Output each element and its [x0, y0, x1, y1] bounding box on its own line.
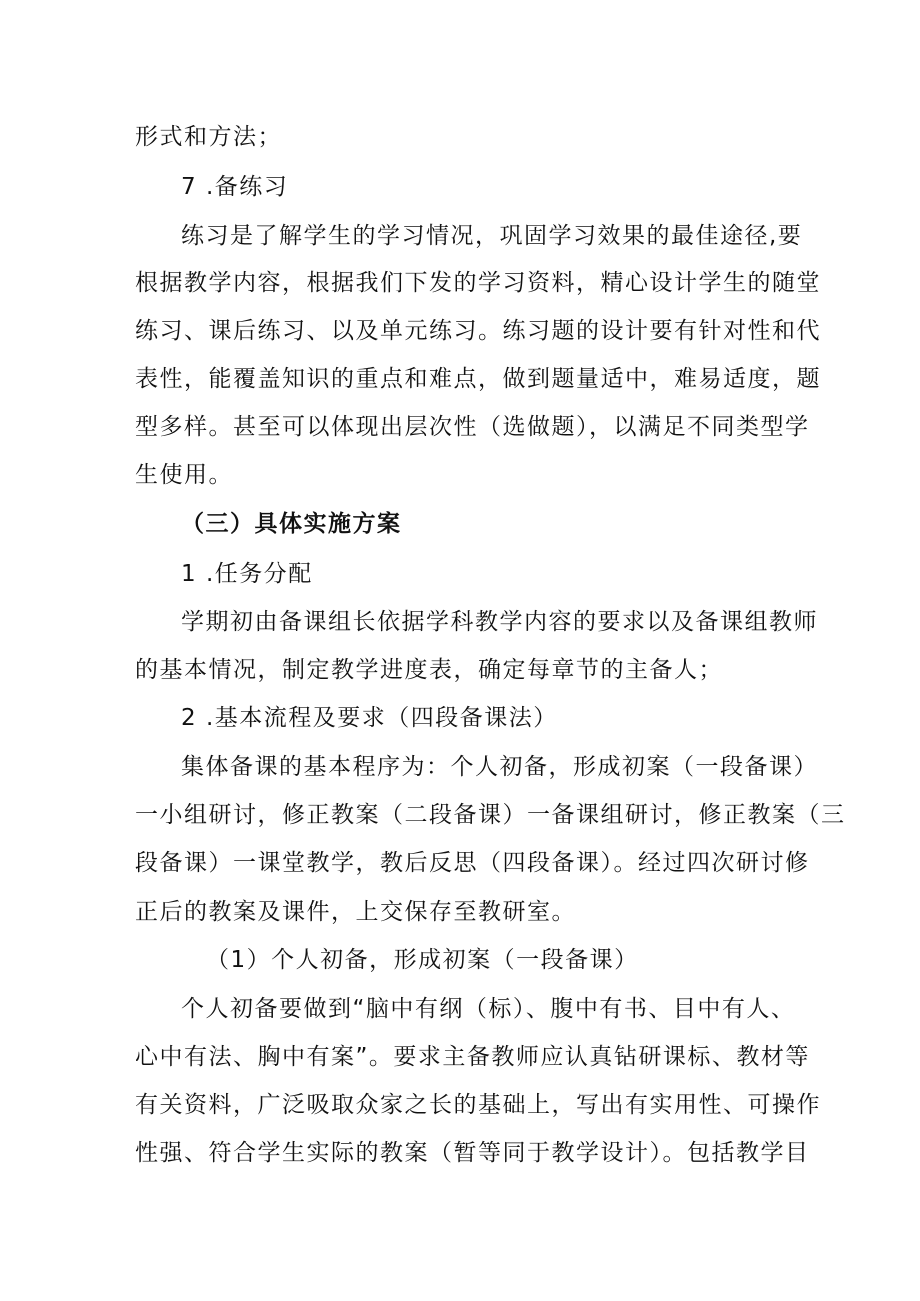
sub-heading: （1）个人初备，形成初案（一段备课） — [206, 947, 639, 973]
paragraph-line: 学期初由备课组长依据学科教学内容的要求以及备课组教师 — [181, 609, 818, 635]
item-heading-2: 2 .基本流程及要求（四段备课法） — [181, 705, 558, 731]
paragraph-line: 正后的教案及课件，上交保存至教研室。 — [135, 899, 576, 925]
paragraph-line: 一小组研讨，修正教案（二段备课）一备课组研讨，修正教案（三 — [135, 802, 846, 828]
paragraph-line: 生使用。 — [135, 462, 233, 488]
paragraph-line: 个人初备要做到“脑中有纲（标）、腹中有书、目中有人、 — [181, 996, 796, 1022]
paragraph-line: 的基本情况，制定教学进度表，确定每章节的主备人； — [135, 657, 723, 683]
paragraph-line: 有关资料，广泛吸取众家之长的基础上，写出有实用性、可操作 — [135, 1092, 821, 1118]
section-heading: （三）具体实施方案 — [181, 511, 402, 537]
item-heading-1: 1 .任务分配 — [181, 561, 313, 587]
paragraph-line: 段备课）一课堂教学，教后反思（四段备课）。经过四次研讨修 — [135, 850, 810, 876]
paragraph-line: 型多样。甚至可以体现出层次性（选做题），以满足不同类型学 — [135, 414, 810, 440]
item-heading-7: 7 .备练习 — [181, 174, 289, 200]
paragraph-line: 练习、课后练习、以及单元练习。练习题的设计要有针对性和代 — [135, 318, 821, 344]
paragraph-line: 集体备课的基本程序为：个人初备，形成初案（一段备课） — [181, 754, 818, 780]
paragraph-line: 表性，能覆盖知识的重点和难点，做到题量适中，难易适度，题 — [135, 366, 821, 392]
paragraph-line: 根据教学内容，根据我们下发的学习资料，精心设计学生的随堂 — [135, 270, 821, 296]
paragraph-line: 性强、符合学生实际的教案（暂等同于教学设计）。包括教学目 — [135, 1140, 810, 1166]
paragraph-line: 心中有法、胸中有案”。要求主备教师应认真钻研课标、教材等 — [135, 1044, 810, 1070]
paragraph-line: 练习是了解学生的学习情况，巩固学习效果的最佳途径,要 — [181, 223, 803, 249]
paragraph-line: 形式和方法； — [135, 124, 282, 150]
